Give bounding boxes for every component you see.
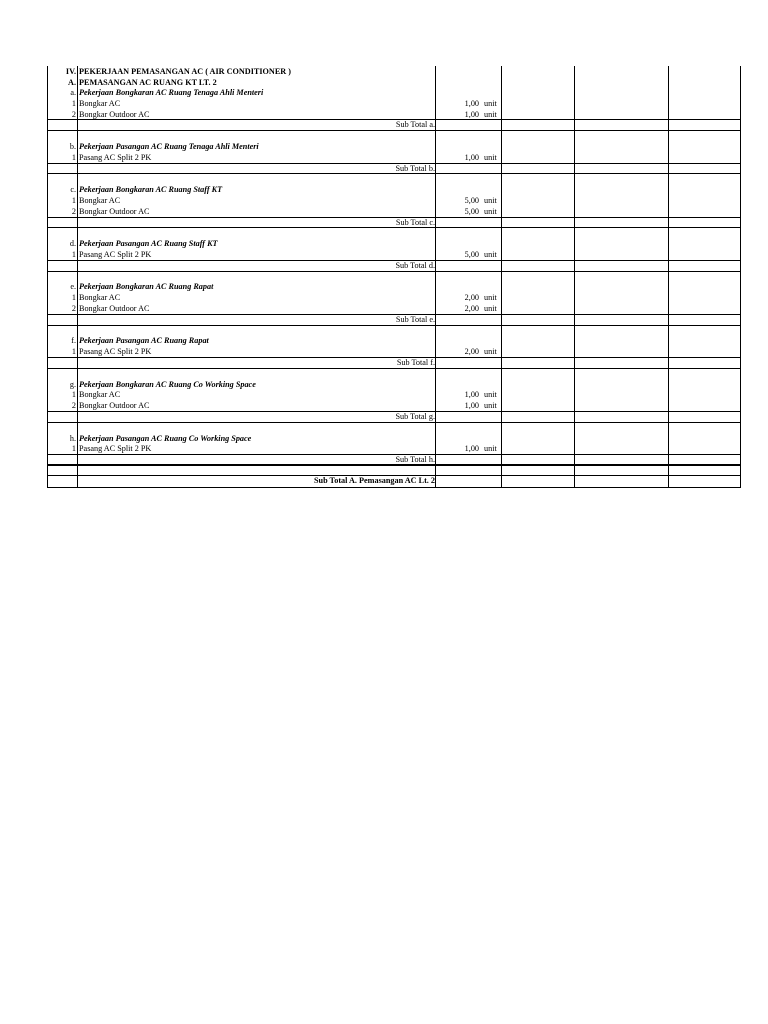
item-description: Bongkar Outdoor AC xyxy=(79,207,150,216)
item-description: Bongkar Outdoor AC xyxy=(79,304,150,313)
item-volume: 1,00 xyxy=(464,390,479,399)
section-title: Pekerjaan Pasangan AC Ruang Tenaga Ahli Menteri xyxy=(79,142,259,151)
item-volume: 2,00 xyxy=(464,347,479,356)
item-unit: unit xyxy=(484,347,497,356)
item-number: 2 xyxy=(71,110,76,119)
item-description: Bongkar AC xyxy=(79,293,121,302)
subtotal-label: Sub Total e. xyxy=(395,315,435,324)
item-unit: unit xyxy=(484,110,497,119)
item-description: Bongkar AC xyxy=(79,99,121,108)
section-letter: d. xyxy=(69,239,76,248)
item-volume: 1,00 xyxy=(464,401,479,410)
item-description: Bongkar AC xyxy=(79,390,121,399)
item-description: Bongkar AC xyxy=(79,196,121,205)
row-line xyxy=(47,368,741,369)
item-unit: unit xyxy=(484,207,497,216)
row-line xyxy=(47,422,741,423)
item-unit: unit xyxy=(484,444,497,453)
section-letter: b. xyxy=(69,142,76,151)
section-letter: f. xyxy=(71,336,76,345)
section-title: Pekerjaan Bongkaran AC Ruang Rapat xyxy=(79,282,214,291)
row-line xyxy=(47,464,741,465)
section-title: Pekerjaan Pasangan AC Ruang Rapat xyxy=(79,336,209,345)
section-title: Pekerjaan Bongkaran AC Ruang Tenaga Ahli Menteri xyxy=(79,88,264,97)
section-title: Pekerjaan Bongkaran AC Ruang Staff KT xyxy=(79,185,223,194)
item-unit: unit xyxy=(484,153,497,162)
item-unit: unit xyxy=(484,304,497,313)
section-title: Pekerjaan Bongkaran AC Ruang Co Working Space xyxy=(79,380,256,389)
item-unit: unit xyxy=(484,390,497,399)
subtotal-label: Sub Total f. xyxy=(396,358,435,367)
item-unit: unit xyxy=(484,401,497,410)
item-description: Pasang AC Split 2 PK xyxy=(79,153,152,162)
item-number: 1 xyxy=(71,250,76,259)
subsection-letter: A. xyxy=(68,78,76,87)
section-letter: g. xyxy=(69,380,76,389)
row-line xyxy=(47,465,741,466)
subtotal-label: Sub Total g. xyxy=(395,412,435,421)
section-roman: IV. xyxy=(65,67,76,76)
item-number: 2 xyxy=(71,401,76,410)
item-volume: 5,00 xyxy=(464,196,479,205)
item-number: 1 xyxy=(71,444,76,453)
item-volume: 1,00 xyxy=(464,99,479,108)
subtotal-label: Sub Total h. xyxy=(395,455,435,464)
subtotal-label: Sub Total c. xyxy=(395,218,435,227)
item-volume: 5,00 xyxy=(464,250,479,259)
section-title: Pekerjaan Pasangan AC Ruang Co Working Space xyxy=(79,434,252,443)
item-number: 1 xyxy=(71,390,76,399)
item-unit: unit xyxy=(484,99,497,108)
section-title: PEKERJAAN PEMASANGAN AC ( AIR CONDITIONER ) xyxy=(79,67,291,76)
item-description: Pasang AC Split 2 PK xyxy=(79,250,152,259)
item-unit: unit xyxy=(484,250,497,259)
subtotal-label: Sub Total a. xyxy=(395,120,435,129)
subtotal-label: Sub Total b. xyxy=(395,164,435,173)
section-letter: c. xyxy=(70,185,76,194)
item-number: 1 xyxy=(71,99,76,108)
section-letter: e. xyxy=(70,282,76,291)
grand-total-label: Sub Total A. Pemasangan AC Lt. 2 xyxy=(313,476,435,485)
item-volume: 2,00 xyxy=(464,304,479,313)
item-number: 1 xyxy=(71,293,76,302)
item-number: 1 xyxy=(71,347,76,356)
item-volume: 1,00 xyxy=(464,444,479,453)
item-volume: 1,00 xyxy=(464,110,479,119)
item-number: 2 xyxy=(71,304,76,313)
item-number: 2 xyxy=(71,207,76,216)
row-line xyxy=(47,227,741,228)
row-line xyxy=(47,487,741,488)
subtotal-label: Sub Total d. xyxy=(395,261,435,270)
subsection-title: PEMASANGAN AC RUANG KT LT. 2 xyxy=(79,78,217,87)
item-description: Bongkar Outdoor AC xyxy=(79,401,150,410)
item-volume: 2,00 xyxy=(464,293,479,302)
item-description: Pasang AC Split 2 PK xyxy=(79,347,152,356)
item-unit: unit xyxy=(484,196,497,205)
row-line xyxy=(47,271,741,272)
section-title: Pekerjaan Pasangan AC Ruang Staff KT xyxy=(79,239,218,248)
row-line xyxy=(47,130,741,131)
item-number: 1 xyxy=(71,196,76,205)
rab-table xyxy=(47,66,741,488)
section-letter: h. xyxy=(69,434,76,443)
item-volume: 1,00 xyxy=(464,153,479,162)
section-letter: a. xyxy=(70,88,76,97)
item-number: 1 xyxy=(71,153,76,162)
item-volume: 5,00 xyxy=(464,207,479,216)
item-description: Pasang AC Split 2 PK xyxy=(79,444,152,453)
row-line xyxy=(47,325,741,326)
item-unit: unit xyxy=(484,293,497,302)
item-description: Bongkar Outdoor AC xyxy=(79,110,150,119)
row-line xyxy=(47,173,741,174)
